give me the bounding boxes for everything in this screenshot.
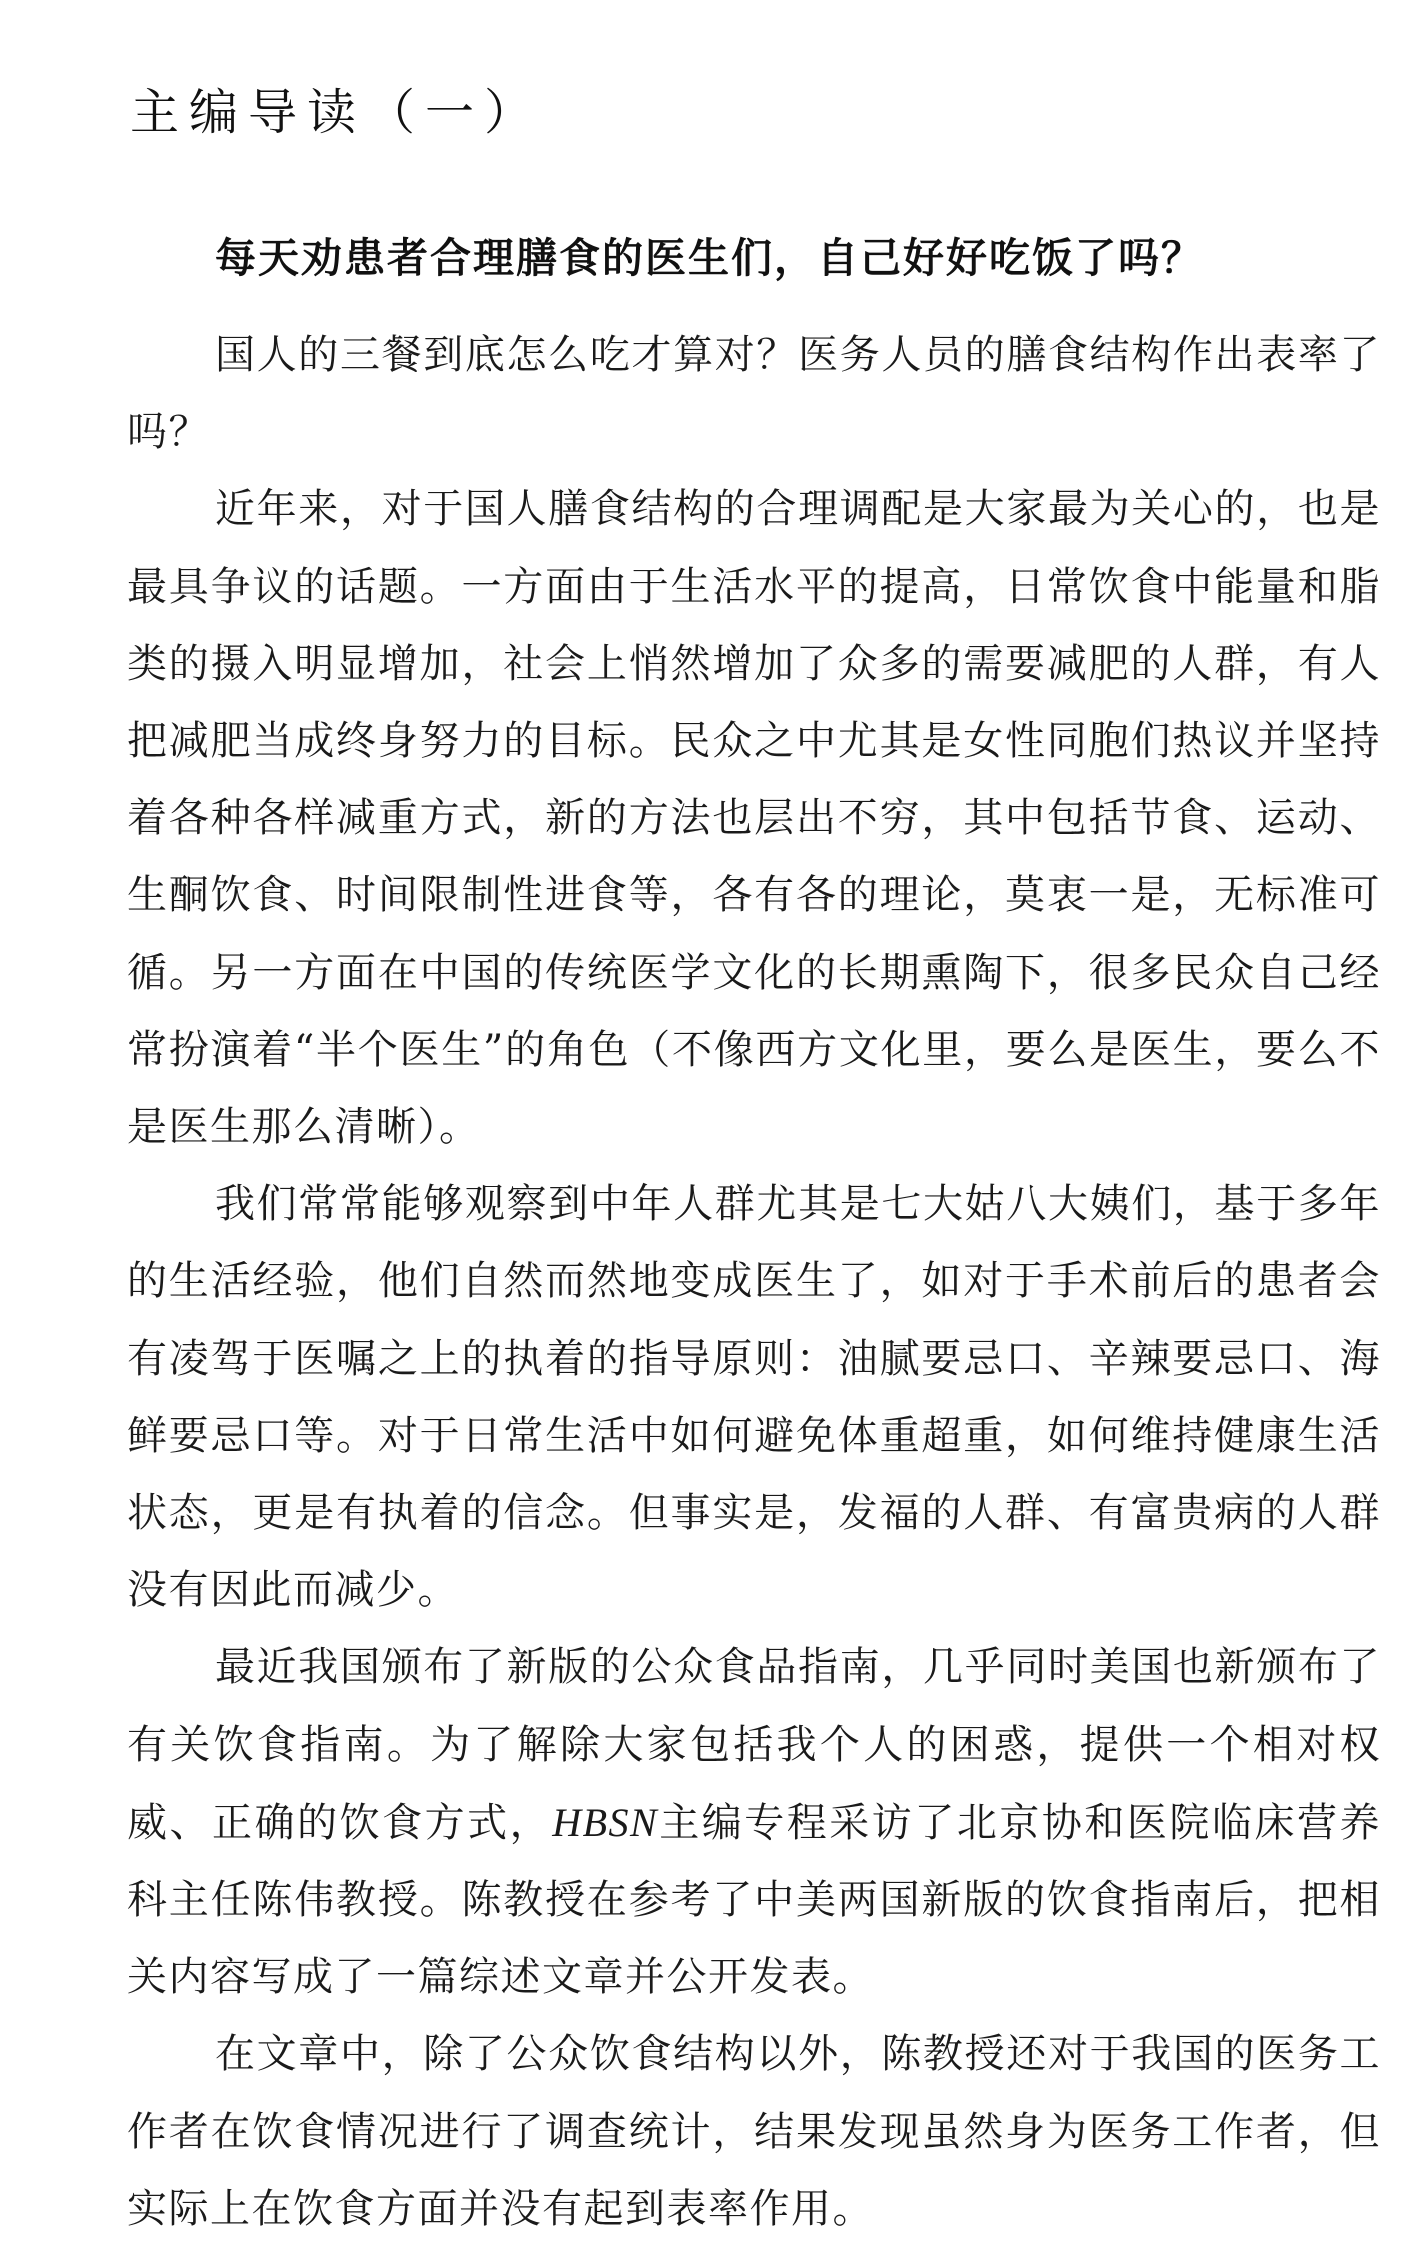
paragraph-2: 近年来，对于国人膳食结构的合理调配是大家最为关心的，也是最具争议的话题。一方面由于生活水平的提高，日常饮食中能量和脂类的摄入明显增加，社会上悄然增加了众多的需要减肥的人群，有人把减肥当成终身努力的目标。民众之中尤其是女性同胞们热议并坚持着各种各样减重方式，新的方法也层出不穷，其中包括节食、运动、生酮饮食、时间限制性进食等，各有各的理论，莫衷一是，无标准可循。另一方面在中国的传统医学文化的长期熏陶下，很多民众自己经常扮演着“半个医生”的角色（不像西方文化里，要么是医生，要么不是医生那么清晰）。 bbox=[127, 486, 1381, 1151]
journal-abbreviation: HBSN bbox=[552, 1799, 659, 1845]
paragraph-4-text-after: 主编专程采访了北京协和医院临床营养科主任陈伟教授。陈教授在参考了中美两国新版的饮食指南后，把相关内容写成了一篇综述文章并公开发表。 bbox=[127, 1799, 1382, 2001]
article-body bbox=[127, 317, 1381, 2248]
article-title: 每天劝患者合理膳食的医生们，自己好好吃饭了吗？ bbox=[215, 234, 1204, 282]
paragraph-3: 我们常常能够观察到中年人群尤其是七大姑八大姨们，基于多年的生活经验，他们自然而然地变成医生了，如对于手术前后的患者会有凌驾于医嘱之上的执着的指导原则：油腻要忌口、辛辣要忌口、海鲜要忌口等。对于日常生活中如何避免体重超重，如何维持健康生活状态，更是有执着的信念。但事实是，发福的人群、有富贵病的人群没有因此而减少。 bbox=[127, 1181, 1381, 1614]
section-title: 主编导读（一） bbox=[130, 84, 544, 141]
paragraph-4 bbox=[127, 1629, 1381, 2016]
paragraph-4-text-before: 最近我国颁布了新版的公众食品指南，几乎同时美国也新颁布了有关饮食指南。为了解除大家包括我个人的困惑，提供一个相对权威、正确的饮食方式， bbox=[127, 1644, 1381, 1846]
paragraph-1: 国人的三餐到底怎么吃才算对？医务人员的膳食结构作出表率了吗？ bbox=[127, 332, 1381, 456]
paragraph-5: 在文章中，除了公众饮食结构以外，陈教授还对于我国的医务工作者在饮食情况进行了调查统计，结果发现虽然身为医务工作者，但实际上在饮食方面并没有起到表率作用。 bbox=[127, 2031, 1381, 2232]
